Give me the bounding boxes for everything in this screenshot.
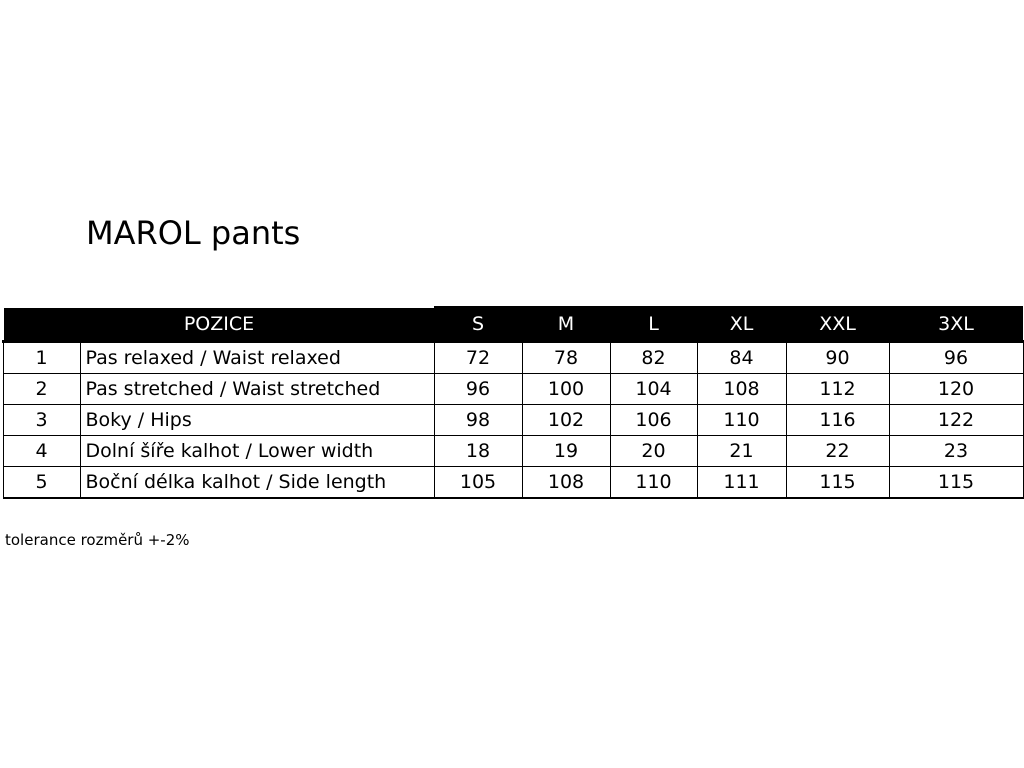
- cell-value: 115: [889, 467, 1023, 499]
- cell-value: 120: [889, 374, 1023, 405]
- cell-value: 116: [786, 405, 889, 436]
- document-title: MAROL pants: [86, 214, 301, 252]
- row-number: 5: [3, 467, 80, 499]
- cell-value: 96: [889, 342, 1023, 374]
- cell-value: 110: [610, 467, 697, 499]
- cell-value: 106: [610, 405, 697, 436]
- cell-value: 18: [434, 436, 522, 467]
- cell-value: 19: [522, 436, 610, 467]
- tolerance-note: tolerance rozměrů +-2%: [5, 531, 190, 549]
- cell-value: 90: [786, 342, 889, 374]
- row-number: 3: [3, 405, 80, 436]
- size-chart-table: [2, 306, 1024, 499]
- cell-value: 22: [786, 436, 889, 467]
- table-row: [3, 342, 1023, 374]
- cell-value: 84: [697, 342, 786, 374]
- cell-value: 100: [522, 374, 610, 405]
- table-row: [3, 467, 1023, 499]
- table-row: [3, 405, 1023, 436]
- header-size-3xl: 3XL: [889, 307, 1023, 342]
- cell-value: 108: [522, 467, 610, 499]
- row-label: Boky / Hips: [80, 405, 434, 436]
- row-label: Boční délka kalhot / Side length: [80, 467, 434, 499]
- cell-value: 105: [434, 467, 522, 499]
- header-size-xxl: XXL: [786, 307, 889, 342]
- cell-value: 98: [434, 405, 522, 436]
- cell-value: 111: [697, 467, 786, 499]
- cell-value: 104: [610, 374, 697, 405]
- cell-value: 82: [610, 342, 697, 374]
- row-label: Dolní šíře kalhot / Lower width: [80, 436, 434, 467]
- header-pozice: POZICE: [3, 307, 434, 342]
- cell-value: 72: [434, 342, 522, 374]
- header-size-m: M: [522, 307, 610, 342]
- row-number: 4: [3, 436, 80, 467]
- cell-value: 20: [610, 436, 697, 467]
- cell-value: 122: [889, 405, 1023, 436]
- cell-value: 21: [697, 436, 786, 467]
- row-number: 1: [3, 342, 80, 374]
- table-row: [3, 374, 1023, 405]
- row-label: Pas relaxed / Waist relaxed: [80, 342, 434, 374]
- row-number: 2: [3, 374, 80, 405]
- cell-value: 102: [522, 405, 610, 436]
- header-size-xl: XL: [697, 307, 786, 342]
- cell-value: 96: [434, 374, 522, 405]
- header-size-l: L: [610, 307, 697, 342]
- cell-value: 115: [786, 467, 889, 499]
- table-row: [3, 436, 1023, 467]
- header-size-s: S: [434, 307, 522, 342]
- table-header-row: [3, 307, 1023, 342]
- cell-value: 23: [889, 436, 1023, 467]
- cell-value: 112: [786, 374, 889, 405]
- cell-value: 78: [522, 342, 610, 374]
- cell-value: 108: [697, 374, 786, 405]
- row-label: Pas stretched / Waist stretched: [80, 374, 434, 405]
- cell-value: 110: [697, 405, 786, 436]
